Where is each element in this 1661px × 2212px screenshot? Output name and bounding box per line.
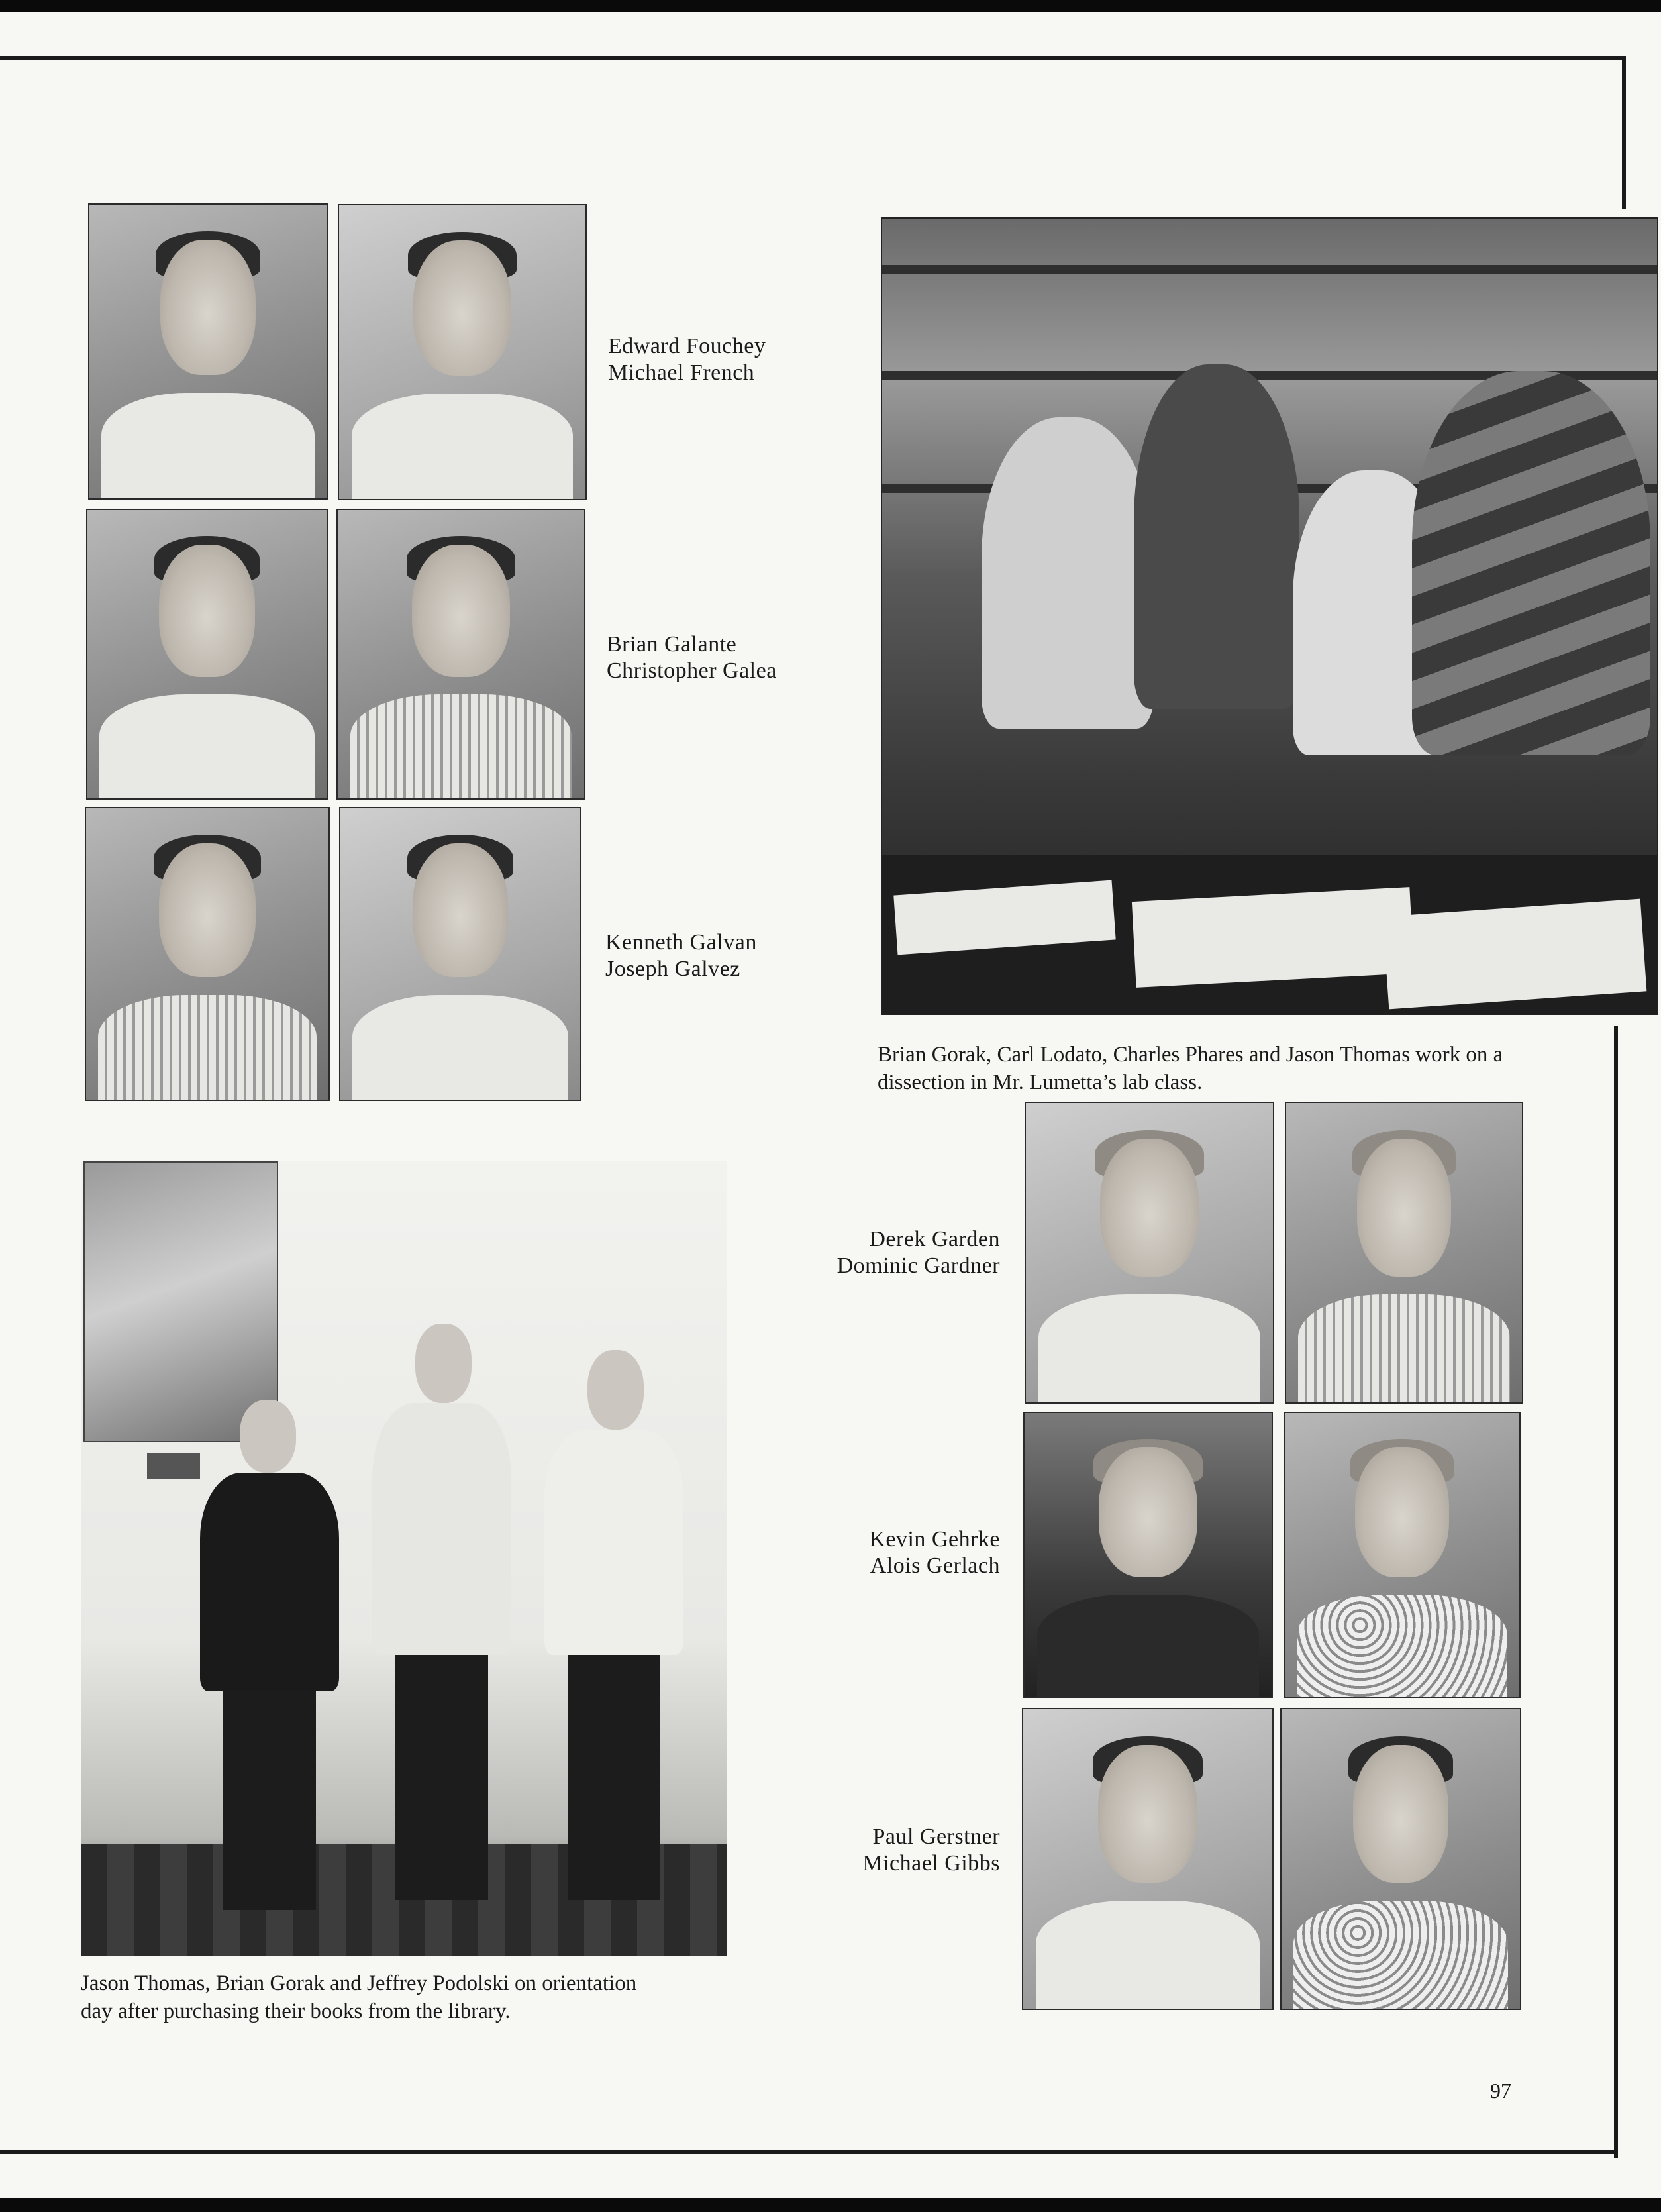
portrait-kevin-gehrke [1023, 1412, 1273, 1698]
portrait-brian-galante [86, 509, 328, 800]
page-number: 97 [1490, 2079, 1511, 2103]
top-right-rule [1622, 56, 1626, 209]
student-figure [193, 1400, 346, 1910]
portrait-shirt [1036, 1901, 1260, 2009]
lab-paper [1132, 887, 1414, 988]
student-legs [223, 1691, 316, 1910]
portrait-christopher-galea [336, 509, 585, 800]
portrait-face [159, 843, 256, 977]
student-name: Derek Garden [869, 1227, 1000, 1251]
student-legs [568, 1655, 660, 1900]
student-figure [538, 1350, 690, 1900]
student-body [544, 1430, 683, 1655]
portrait-face [412, 545, 511, 677]
portrait-face [413, 240, 512, 376]
portrait-face [1099, 1447, 1197, 1577]
orientation-photo [81, 1161, 727, 1956]
portrait-shirt [1038, 1294, 1261, 1402]
student-head [240, 1400, 296, 1473]
caption-line: Brian Gorak, Carl Lodato, Charles Phares and Jason Thomas work on a [878, 1043, 1503, 1067]
bottom-rule [0, 2150, 1618, 2154]
portrait-face [1098, 1745, 1197, 1883]
lab-book [1383, 899, 1647, 1010]
portrait-kenneth-galvan [85, 807, 330, 1101]
portrait-alois-gerlach [1284, 1412, 1521, 1698]
student-name: Kenneth Galvan [605, 930, 757, 955]
student-name: Paul Gerstner [872, 1824, 1000, 1849]
names-row-4 [781, 1226, 1000, 1279]
portrait-face [1355, 1447, 1449, 1577]
portrait-shirt [352, 394, 574, 499]
portrait-shirt [352, 995, 568, 1100]
student-figure [1412, 371, 1650, 755]
caption-line: Jason Thomas, Brian Gorak and Jeffrey Podolski on orientation [81, 1972, 637, 1995]
lab-class-photo [881, 217, 1658, 1015]
lab-shelf [882, 265, 1657, 274]
student-name: Joseph Galvez [605, 957, 740, 981]
student-name: Dominic Gardner [836, 1253, 1000, 1278]
names-row-1 [608, 333, 766, 386]
portrait-shirt [1293, 1901, 1508, 2009]
names-row-3 [605, 929, 757, 982]
portrait-shirt [1297, 1595, 1508, 1697]
top-rule [0, 56, 1626, 60]
portrait-face [1100, 1139, 1199, 1277]
orientation-caption [81, 1970, 636, 2025]
portrait-shirt [99, 694, 315, 798]
portrait-shirt [101, 393, 315, 498]
caption-line: day after purchasing their books from the library. [81, 1999, 511, 2023]
portrait-shirt [1037, 1595, 1260, 1697]
caption-line: dissection in Mr. Lumetta’s lab class. [878, 1071, 1203, 1094]
portrait-shirt [1298, 1294, 1510, 1402]
student-name: Alois Gerlach [870, 1554, 1000, 1578]
names-row-5 [781, 1526, 1000, 1579]
portrait-face [1353, 1745, 1448, 1883]
student-name: Kevin Gehrke [869, 1527, 1000, 1552]
portrait-edward-fouchey [88, 203, 328, 500]
student-name: Michael Gibbs [862, 1851, 1000, 1875]
lab-caption [878, 1041, 1503, 1096]
student-name: Edward Fouchey [608, 334, 766, 358]
names-row-6 [781, 1824, 1000, 1877]
student-legs [395, 1655, 488, 1900]
student-name: Brian Galante [607, 632, 737, 657]
portrait-derek-garden [1025, 1102, 1274, 1404]
student-body [200, 1473, 339, 1691]
student-figure [366, 1324, 518, 1900]
portrait-shirt [350, 694, 572, 798]
student-name: Michael French [608, 360, 755, 385]
student-head [415, 1324, 472, 1403]
student-figure [981, 417, 1154, 729]
portrait-paul-gerstner [1022, 1708, 1274, 2010]
student-body [372, 1403, 511, 1655]
student-figure [1134, 364, 1299, 709]
portrait-joseph-galvez [339, 807, 581, 1101]
portrait-face [159, 545, 254, 677]
yearbook-page [0, 12, 1661, 2198]
portrait-michael-french [338, 204, 587, 500]
student-head [587, 1350, 644, 1430]
student-name: Christopher Galea [607, 658, 777, 683]
portrait-dominic-gardner [1285, 1102, 1523, 1404]
names-row-2 [607, 631, 777, 684]
portrait-plaque [147, 1453, 200, 1479]
portrait-face [413, 843, 509, 977]
portrait-face [160, 240, 255, 375]
portrait-michael-gibbs [1280, 1708, 1521, 2010]
right-mid-rule [1614, 1026, 1618, 2158]
portrait-shirt [98, 995, 316, 1100]
portrait-face [1357, 1139, 1451, 1277]
